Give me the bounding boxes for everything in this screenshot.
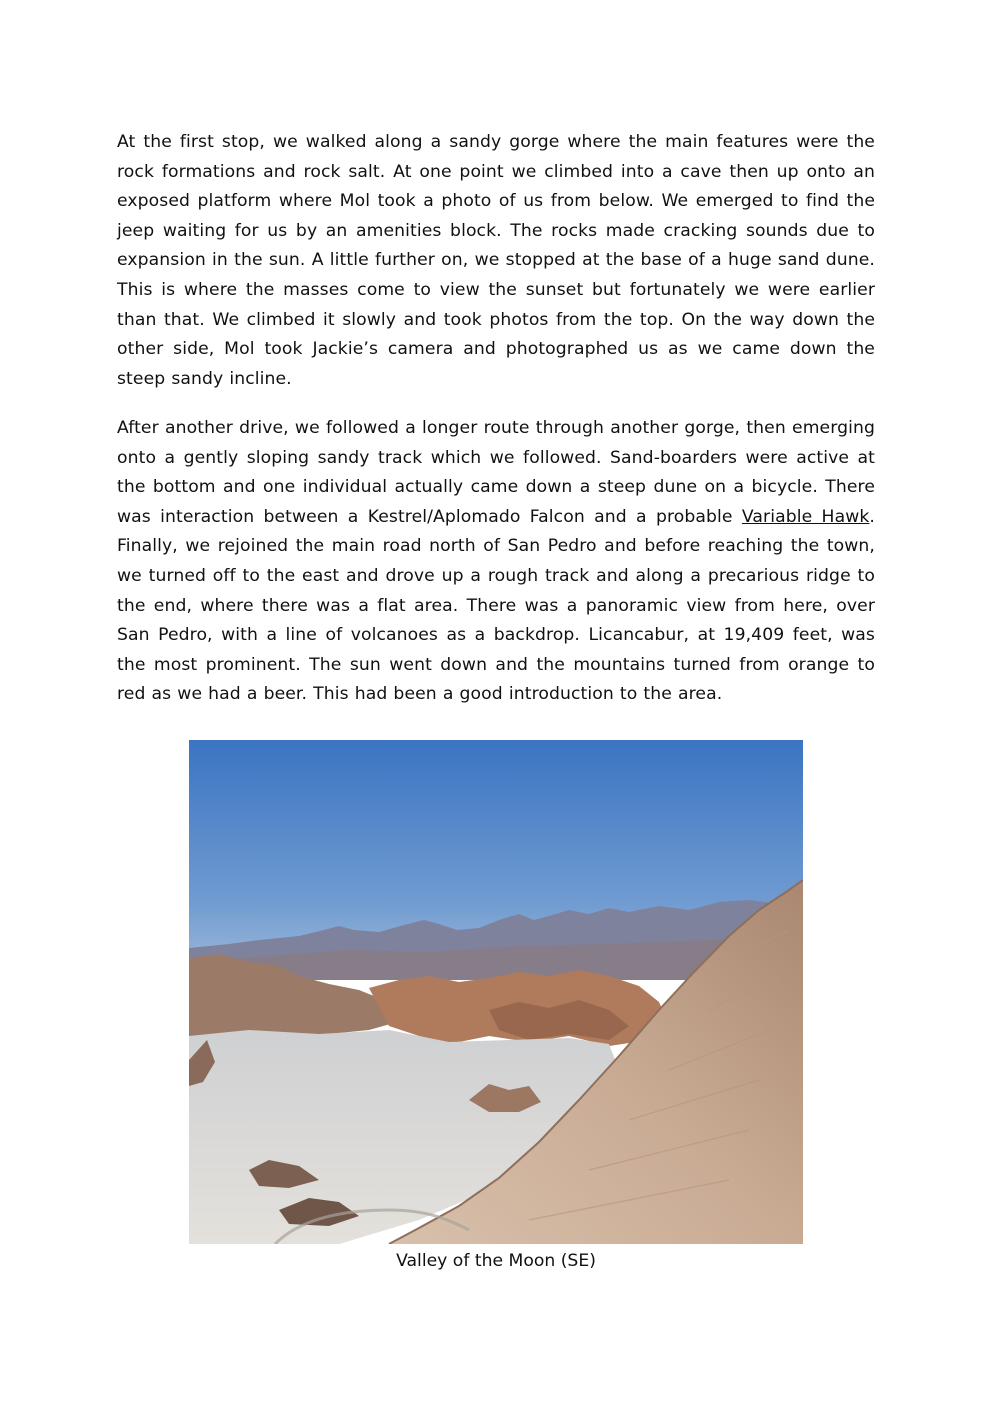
landscape-illustration [189,740,803,1244]
paragraph-text-end: . Finally, we rejoined the main road north of San Pedro and before reaching the town, we turned off to the east and drove up a rough track and along a precarious ridge to the end, where there was a flat area. There was a panoramic view from here, over San Pedro, with a line of volcanoes as a backdrop. Licancabur, at 19,409 feet, was the most prominent. The sun went down and the mountains turned from orange to red as we had a beer. This had been a good introduction to the area. [117,506,875,705]
paragraph-text-start: After another drive, we followed a longer route through another gorge, then emerging onto a gently sloping sandy track which we followed. Sand-boarders were active at the bottom and one individual actually came down a steep dune on a bicycle. There was interaction between a Kestrel/Aplomado Falcon and a probable [117,418,875,527]
paragraph-after-another-drive [117,414,875,710]
variable-hawk-link[interactable]: Variable Hawk [741,506,870,527]
valley-of-the-moon-photo [189,740,803,1244]
figure-caption: Valley of the Moon (SE) [396,1251,596,1271]
paragraph-first-stop: At the first stop, we walked along a sandy gorge where the main features were the rock formations and rock salt. At one point we climbed into a cave then up onto an exposed platform where Mol took a photo of us from below. We emerged to find the jeep waiting for us by an amenities block. The rocks made cracking sounds due to expansion in the sun. A little further on, we stopped at the base of a huge sand dune. This is where the masses come to view the sunset but fortunately we were earlier than that. We climbed it slowly and took photos from the top. On the way down the other side, Mol took Jackie’s camera and photographed us as we came down the steep sandy incline. [117,132,875,389]
